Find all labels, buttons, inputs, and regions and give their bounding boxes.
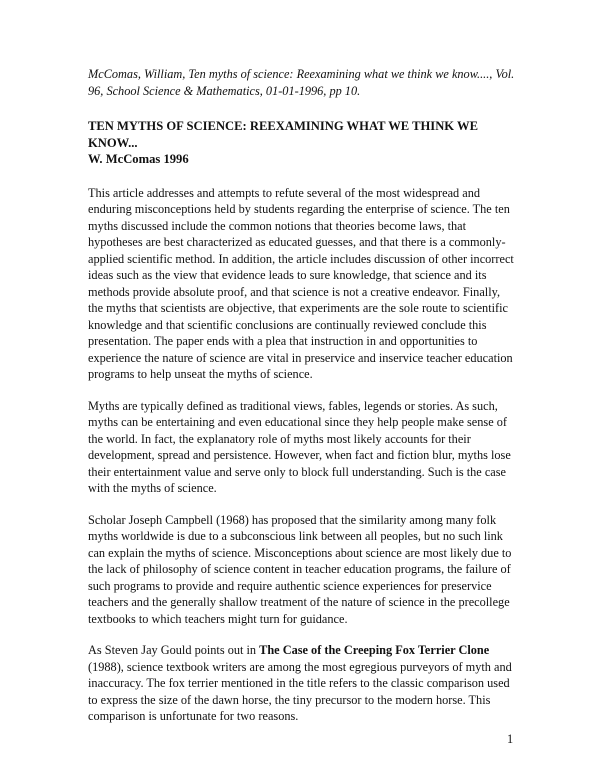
- paragraph-gould-rest: (1988), science textbook writers are among the most egregious purveyors of myth and inaccuracy. The fox terrier mentioned in the title refers to the classic comparison used to express the size of the dawn horse, the tiny precursor to the modern horse. This comparison is unfortunate for two reasons.: [88, 659, 512, 723]
- paragraph-abstract: This article addresses and attempts to refute several of the most widespread and enduring misconceptions held by students regarding the enterprise of science. The ten myths discussed include the common notions that theories become laws, that hypotheses are best characterized as educated guesses, and that there is a commonly-applied scientific method. In addition, the article includes discussion of other incorrect ideas such as the view that evidence leads to sure knowledge, that science and its methods provide absolute proof, and that science is not a creative endeavor. Finally, the myths that scientists are objective, that experiments are the sole route to scientific knowledge and that scientific conclusions are continually reviewed conclude this presentation. The paper ends with a plea that instruction in and opportunities to experience the nature of science are vital in preservice and inservice teacher education programs to help unseat the myths of science.: [88, 185, 514, 381]
- paragraph-gould: [88, 642, 518, 725]
- page-number: 1: [507, 732, 514, 746]
- citation: McComas, William, Ten myths of science: Reexamining what we think we know...., Vol. 96, School Science & Mathematics, 01-01-1996, pp 10.: [88, 67, 515, 98]
- paragraph-myths-definition: Myths are typically defined as traditional views, fables, legends or stories. As such, myths can be entertaining and even educational since they help people make sense of the world. In fact, the explanatory role of myths most likely accounts for their development, spread and persistence. However, when fact and fiction blur, myths lose their entertainment value and serve only to block full understanding. Such is the case with the myths of science.: [88, 398, 511, 495]
- paragraph-gould-lead: As Steven Jay Gould points out in: [88, 643, 260, 657]
- paragraph-campbell: Scholar Joseph Campbell (1968) has proposed that the similarity among many folk myths worldwide is due to a subconscious link between all peoples, but no such link can explain the myths of science. Misconceptions about science are most likely due to the lack of philosophy of science content in teacher education programs, the failure of such programs to provide and require authentic science experiences for preservice teachers and the generally shallow treatment of the nature of science in the precollege textbooks to which teachers might turn for guidance.: [88, 512, 512, 626]
- document-page: [88, 66, 518, 740]
- author-line: W. McComas 1996: [88, 152, 189, 166]
- book-title: The Case of the Creeping Fox Terrier Clone: [259, 643, 490, 657]
- article-title: TEN MYTHS OF SCIENCE: REEXAMINING WHAT WE THINK WE KNOW...: [88, 119, 479, 150]
